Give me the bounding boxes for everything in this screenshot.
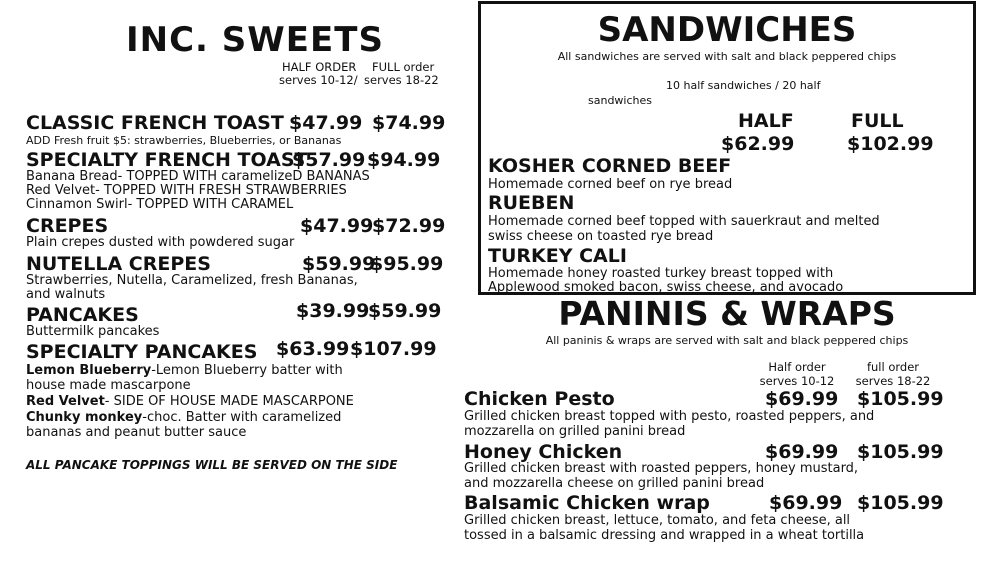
specialty-line xyxy=(26,395,354,410)
flavor-name: Red Velvet xyxy=(26,394,105,409)
paninis-col-half-serves: serves 10-12 xyxy=(759,374,835,388)
half-price: $57.99 xyxy=(292,149,366,171)
flavor-desc: bananas and peanut butter sauce xyxy=(26,425,247,440)
flavor-name: Chunky monkey xyxy=(26,410,143,425)
paninis-col-full-serves: serves 18-22 xyxy=(855,374,931,388)
item-desc: Grilled chicken breast topped with pesto, roasted peppers, and xyxy=(464,409,875,424)
paninis-col-half: Half order xyxy=(768,360,826,374)
item-desc: Buttermilk pancakes xyxy=(26,324,160,339)
sandwiches-price-half: $62.99 xyxy=(721,133,795,155)
half-price: $63.99 xyxy=(276,338,350,360)
item-desc: Homemade corned beef on rye bread xyxy=(488,177,733,192)
half-price: $69.99 xyxy=(769,492,843,514)
sandwiches-note-2: sandwiches xyxy=(588,94,652,107)
item-desc: mozzarella on grilled panini bread xyxy=(464,424,686,439)
sandwiches-title: SANDWICHES xyxy=(597,10,857,50)
item-name: SPECIALTY FRENCH TOAST xyxy=(26,149,308,171)
flavor-desc: - SIDE OF HOUSE MADE MASCARPONE xyxy=(104,394,354,409)
full-price: $74.99 xyxy=(372,112,446,134)
item-desc: Applewood smoked bacon, swiss cheese, and avocado xyxy=(488,280,844,295)
full-price: $95.99 xyxy=(370,253,444,275)
item-name: Chicken Pesto xyxy=(464,388,615,410)
item-desc: Grilled chicken breast with roasted peppers, honey mustard, xyxy=(464,461,859,476)
sandwiches-col-half: HALF xyxy=(738,110,794,132)
sandwiches-price-full: $102.99 xyxy=(847,133,934,155)
item-desc: Plain crepes dusted with powdered sugar xyxy=(26,235,295,250)
item-desc: tossed in a balsamic dressing and wrapped in a wheat tortilla xyxy=(464,528,865,543)
full-price: $105.99 xyxy=(857,388,944,410)
paninis-title: PANINIS & WRAPS xyxy=(558,294,896,333)
sandwiches-subtitle: All sandwiches are served with salt and black peppered chips xyxy=(557,50,897,63)
item-desc: Homemade honey roasted turkey breast topped with xyxy=(488,266,834,281)
item-name: NUTELLA CREPES xyxy=(26,253,211,275)
specialty-line xyxy=(26,426,246,441)
item-desc: swiss cheese on toasted rye bread xyxy=(488,229,714,244)
flavor-name: Lemon Blueberry xyxy=(26,363,152,378)
sweets-col-full: FULL order xyxy=(372,60,435,74)
item-desc: and walnuts xyxy=(26,287,106,302)
half-price: $59.99 xyxy=(302,253,376,275)
flavor-desc: -choc. Batter with caramelized xyxy=(142,410,342,425)
full-price: $94.99 xyxy=(367,149,441,171)
sandwiches-col-full: FULL xyxy=(851,110,904,132)
item-name: CLASSIC FRENCH TOAST xyxy=(26,112,284,134)
full-price: $105.99 xyxy=(857,441,944,463)
sweets-title: INC. SWEETS xyxy=(126,20,384,60)
item-name: Honey Chicken xyxy=(464,441,623,463)
half-price: $47.99 xyxy=(300,215,374,237)
half-price: $69.99 xyxy=(765,388,839,410)
sandwiches-note-1: 10 half sandwiches / 20 half xyxy=(666,79,821,92)
item-desc: Red Velvet- TOPPED WITH FRESH STRAWBERRIES xyxy=(26,183,347,198)
item-desc: Homemade corned beef topped with sauerkraut and melted xyxy=(488,214,880,229)
item-desc: Banana Bread- TOPPED WITH caramelizeD BANANAS xyxy=(26,169,370,184)
paninis-col-full: full order xyxy=(866,360,920,374)
specialty-line xyxy=(26,411,341,426)
half-price: $69.99 xyxy=(765,441,839,463)
item-desc: Cinnamon Swirl- TOPPED WITH CARAMEL xyxy=(26,197,294,212)
full-price: $107.99 xyxy=(350,338,437,360)
item-name: TURKEY CALI xyxy=(488,245,627,267)
item-name: PANCAKES xyxy=(26,304,139,326)
half-price: $47.99 xyxy=(289,112,363,134)
item-name: CREPES xyxy=(26,215,109,237)
sweets-footnote: ALL PANCAKE TOPPINGS WILL BE SERVED ON THE SIDE xyxy=(26,458,398,472)
item-desc: and mozzarella cheese on grilled panini bread xyxy=(464,476,765,491)
item-desc: Grilled chicken breast, lettuce, tomato, and feta cheese, all xyxy=(464,513,851,528)
half-price: $39.99 xyxy=(296,300,370,322)
item-name: Balsamic Chicken wrap xyxy=(464,492,710,514)
full-price: $105.99 xyxy=(857,492,944,514)
item-desc: ADD Fresh fruit $5: strawberries, Blueberries, or Bananas xyxy=(26,134,342,147)
paninis-subtitle: All paninis & wraps are served with salt and black peppered chips xyxy=(545,334,909,347)
sweets-col-full-serves: serves 18-22 xyxy=(364,73,439,87)
item-name: KOSHER CORNED BEEF xyxy=(488,155,732,177)
flavor-desc: house made mascarpone xyxy=(26,378,191,393)
specialty-line xyxy=(26,364,343,379)
item-name: SPECIALTY PANCAKES xyxy=(26,341,258,363)
full-price: $72.99 xyxy=(372,215,446,237)
sweets-col-half: HALF ORDER xyxy=(282,60,357,74)
item-name: RUEBEN xyxy=(488,192,575,214)
specialty-line xyxy=(26,379,191,394)
flavor-desc: -Lemon Blueberry batter with xyxy=(151,363,343,378)
item-desc: Strawberries, Nutella, Caramelized, fresh Bananas, xyxy=(26,273,358,288)
sweets-col-half-serves: serves 10-12/ xyxy=(279,73,358,87)
full-price: $59.99 xyxy=(368,300,442,322)
